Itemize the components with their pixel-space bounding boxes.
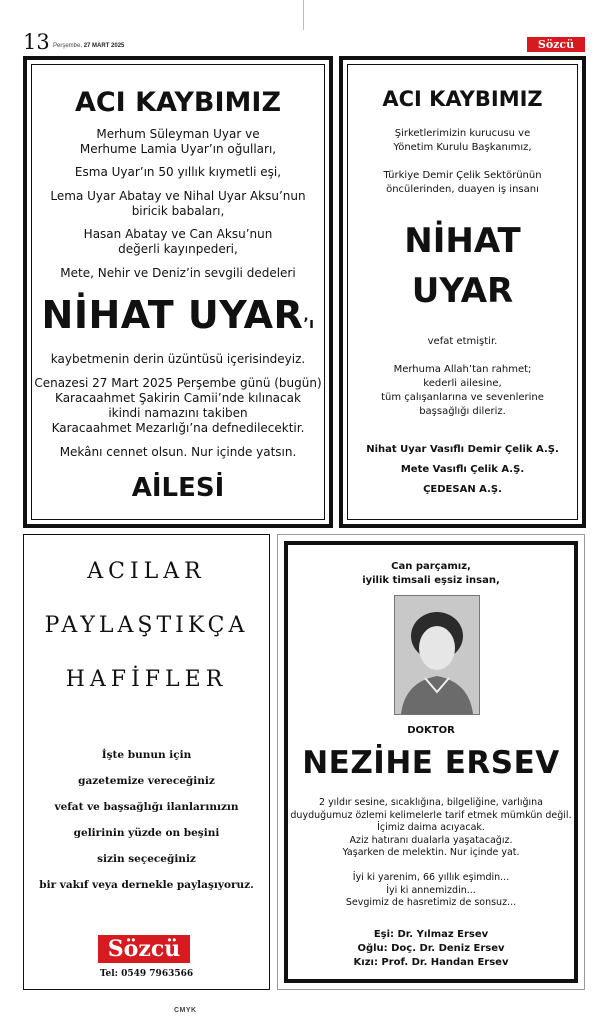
ad-line: değerli kayınpederi, xyxy=(118,242,238,256)
obituary-ad-family xyxy=(23,56,333,528)
ad-body: ikindi namazını takiben xyxy=(108,406,248,420)
ad-body: Yaşarken de melektin. Nur içinde yat. xyxy=(342,847,520,858)
deceased-name: NEZİHE ERSEV xyxy=(302,745,560,781)
issue-date-value: 27 MART 2025 xyxy=(83,43,125,49)
issue-day: Perşembe, xyxy=(53,43,83,49)
ad-signature: Kızı: Prof. Dr. Handan Ersev xyxy=(353,957,509,968)
promo-line: İşte bunun için xyxy=(101,749,192,761)
phone-number: Tel: 0549 7963566 xyxy=(99,969,194,979)
headline-line: HAFİFLER xyxy=(65,667,228,692)
promo-ad xyxy=(23,534,270,990)
company-name: Nihat Uyar Vasıflı Demir Çelik A.Ş. xyxy=(366,444,559,455)
ad-intro: iyilik timsali eşsiz insan, xyxy=(362,575,500,586)
ad-line: Türkiye Demir Çelik Sektörünün xyxy=(383,170,542,181)
ad-heading: ACI KAYBIMIZ xyxy=(382,87,543,111)
ad-inner-frame xyxy=(347,64,578,520)
print-marks: CMYK xyxy=(174,1007,197,1014)
promo-line: bir vakıf veya dernekle paylaşıyoruz. xyxy=(39,879,254,891)
ad-frame xyxy=(284,541,578,983)
deceased-name: NİHAT xyxy=(404,221,521,261)
ad-body: İçimiz daima acıyacak. xyxy=(377,822,485,833)
portrait-illustration xyxy=(395,596,479,714)
deceased-surname: UYAR xyxy=(411,271,514,311)
ad-line: Lema Uyar Abatay ve Nihal Uyar Aksu’nun xyxy=(50,189,306,203)
ad-line: Merhume Lamia Uyar’ın oğulları, xyxy=(79,142,277,156)
ad-line: biricik babaları, xyxy=(131,204,225,218)
ad-body: vefat etmiştir. xyxy=(427,336,498,347)
ad-body: Karacaahmet Mezarlığı’na defnedilecektir. xyxy=(51,421,305,435)
deceased-name-text: NİHAT UYAR xyxy=(41,293,304,337)
ad-body: İyi ki annemizdin... xyxy=(386,884,476,896)
ad-body: Sevgimiz de hasretimiz de sonsuz... xyxy=(345,897,517,908)
company-name: ÇEDESAN A.Ş. xyxy=(423,484,502,495)
ad-body: Merhuma Allah’tan rahmet; xyxy=(393,364,532,375)
promo-line: gelirinin yüzde on beşini xyxy=(73,827,220,839)
ad-body: kederli ailesine, xyxy=(423,378,502,389)
logo-text: Sözcü xyxy=(107,936,181,962)
ad-intro: Can parçamız, xyxy=(391,561,471,572)
sozcu-logo xyxy=(98,935,190,963)
ad-inner-frame xyxy=(31,64,325,520)
ad-body: 2 yıldır sesine, sıcaklığına, bilgeliğine, varlığına xyxy=(319,797,543,808)
promo-line: sizin seçeceğiniz xyxy=(97,853,196,865)
ad-body: başsağlığı dileriz. xyxy=(419,406,506,417)
ad-body: İyi ki yarenim, 66 yıllık eşimdin... xyxy=(352,872,510,883)
obituary-ad-company xyxy=(339,56,586,528)
company-name: Mete Vasıflı Çelik A.Ş. xyxy=(400,464,525,475)
ad-body: duyduğumuz özlemi kelimelerle tarif etmek mümkün değil. xyxy=(290,809,572,821)
headline-line: ACILAR xyxy=(87,559,206,584)
promo-line: gazetemize vereceğiniz xyxy=(78,775,215,787)
ad-body: Cenazesi 27 Mart 2025 Perşembe günü (bugün) xyxy=(34,376,322,390)
ad-line: Hasan Abatay ve Can Aksu’nun xyxy=(83,227,273,241)
name-suffix: ’ı xyxy=(303,316,315,332)
ad-body: Karacaahmet Şakirin Camii’nde kılınacak xyxy=(55,391,301,405)
ad-line: Merhum Süleyman Uyar ve xyxy=(96,127,260,141)
logo-text: Sözcü xyxy=(537,38,575,51)
ad-signature: Eşi: Dr. Yılmaz Ersev xyxy=(373,929,489,940)
crop-mark xyxy=(303,0,304,30)
ad-line: öncülerinden, duayen iş insanı xyxy=(386,184,539,195)
ad-line: Mete, Nehir ve Deniz’in sevgili dedeleri xyxy=(60,266,296,280)
sozcu-logo xyxy=(527,37,585,52)
portrait-photo xyxy=(394,595,480,715)
deceased-name xyxy=(32,293,324,337)
ad-line: Esma Uyar’ın 50 yıllık kıymetli eşi, xyxy=(74,165,282,179)
ad-body: Aziz hatıranı dualarla yaşatacağız. xyxy=(349,834,513,846)
ad-body: kaybetmenin derin üzüntüsü içerisindeyiz. xyxy=(50,352,306,366)
ad-line: Şirketlerimizin kurucusu ve xyxy=(394,128,531,139)
ad-line: Yönetim Kurulu Başkanımız, xyxy=(393,142,532,153)
ad-title: DOKTOR xyxy=(407,725,455,736)
ad-body: tüm çalışanlarına ve sevenlerine xyxy=(381,392,544,403)
headline-line: PAYLAŞTIKÇA xyxy=(44,613,249,638)
issue-date xyxy=(53,43,124,49)
ad-body: Mekânı cennet olsun. Nur içinde yatsın. xyxy=(59,445,297,459)
ad-heading: ACI KAYBIMIZ xyxy=(74,87,282,118)
obituary-ad-memorial xyxy=(277,534,585,990)
ad-signature: AİLESİ xyxy=(131,473,225,503)
promo-line: vefat ve başsağlığı ilanlarınızın xyxy=(54,801,239,813)
ad-signature: Oğlu: Doç. Dr. Deniz Ersev xyxy=(357,943,505,954)
page-number: 13 xyxy=(23,30,50,54)
